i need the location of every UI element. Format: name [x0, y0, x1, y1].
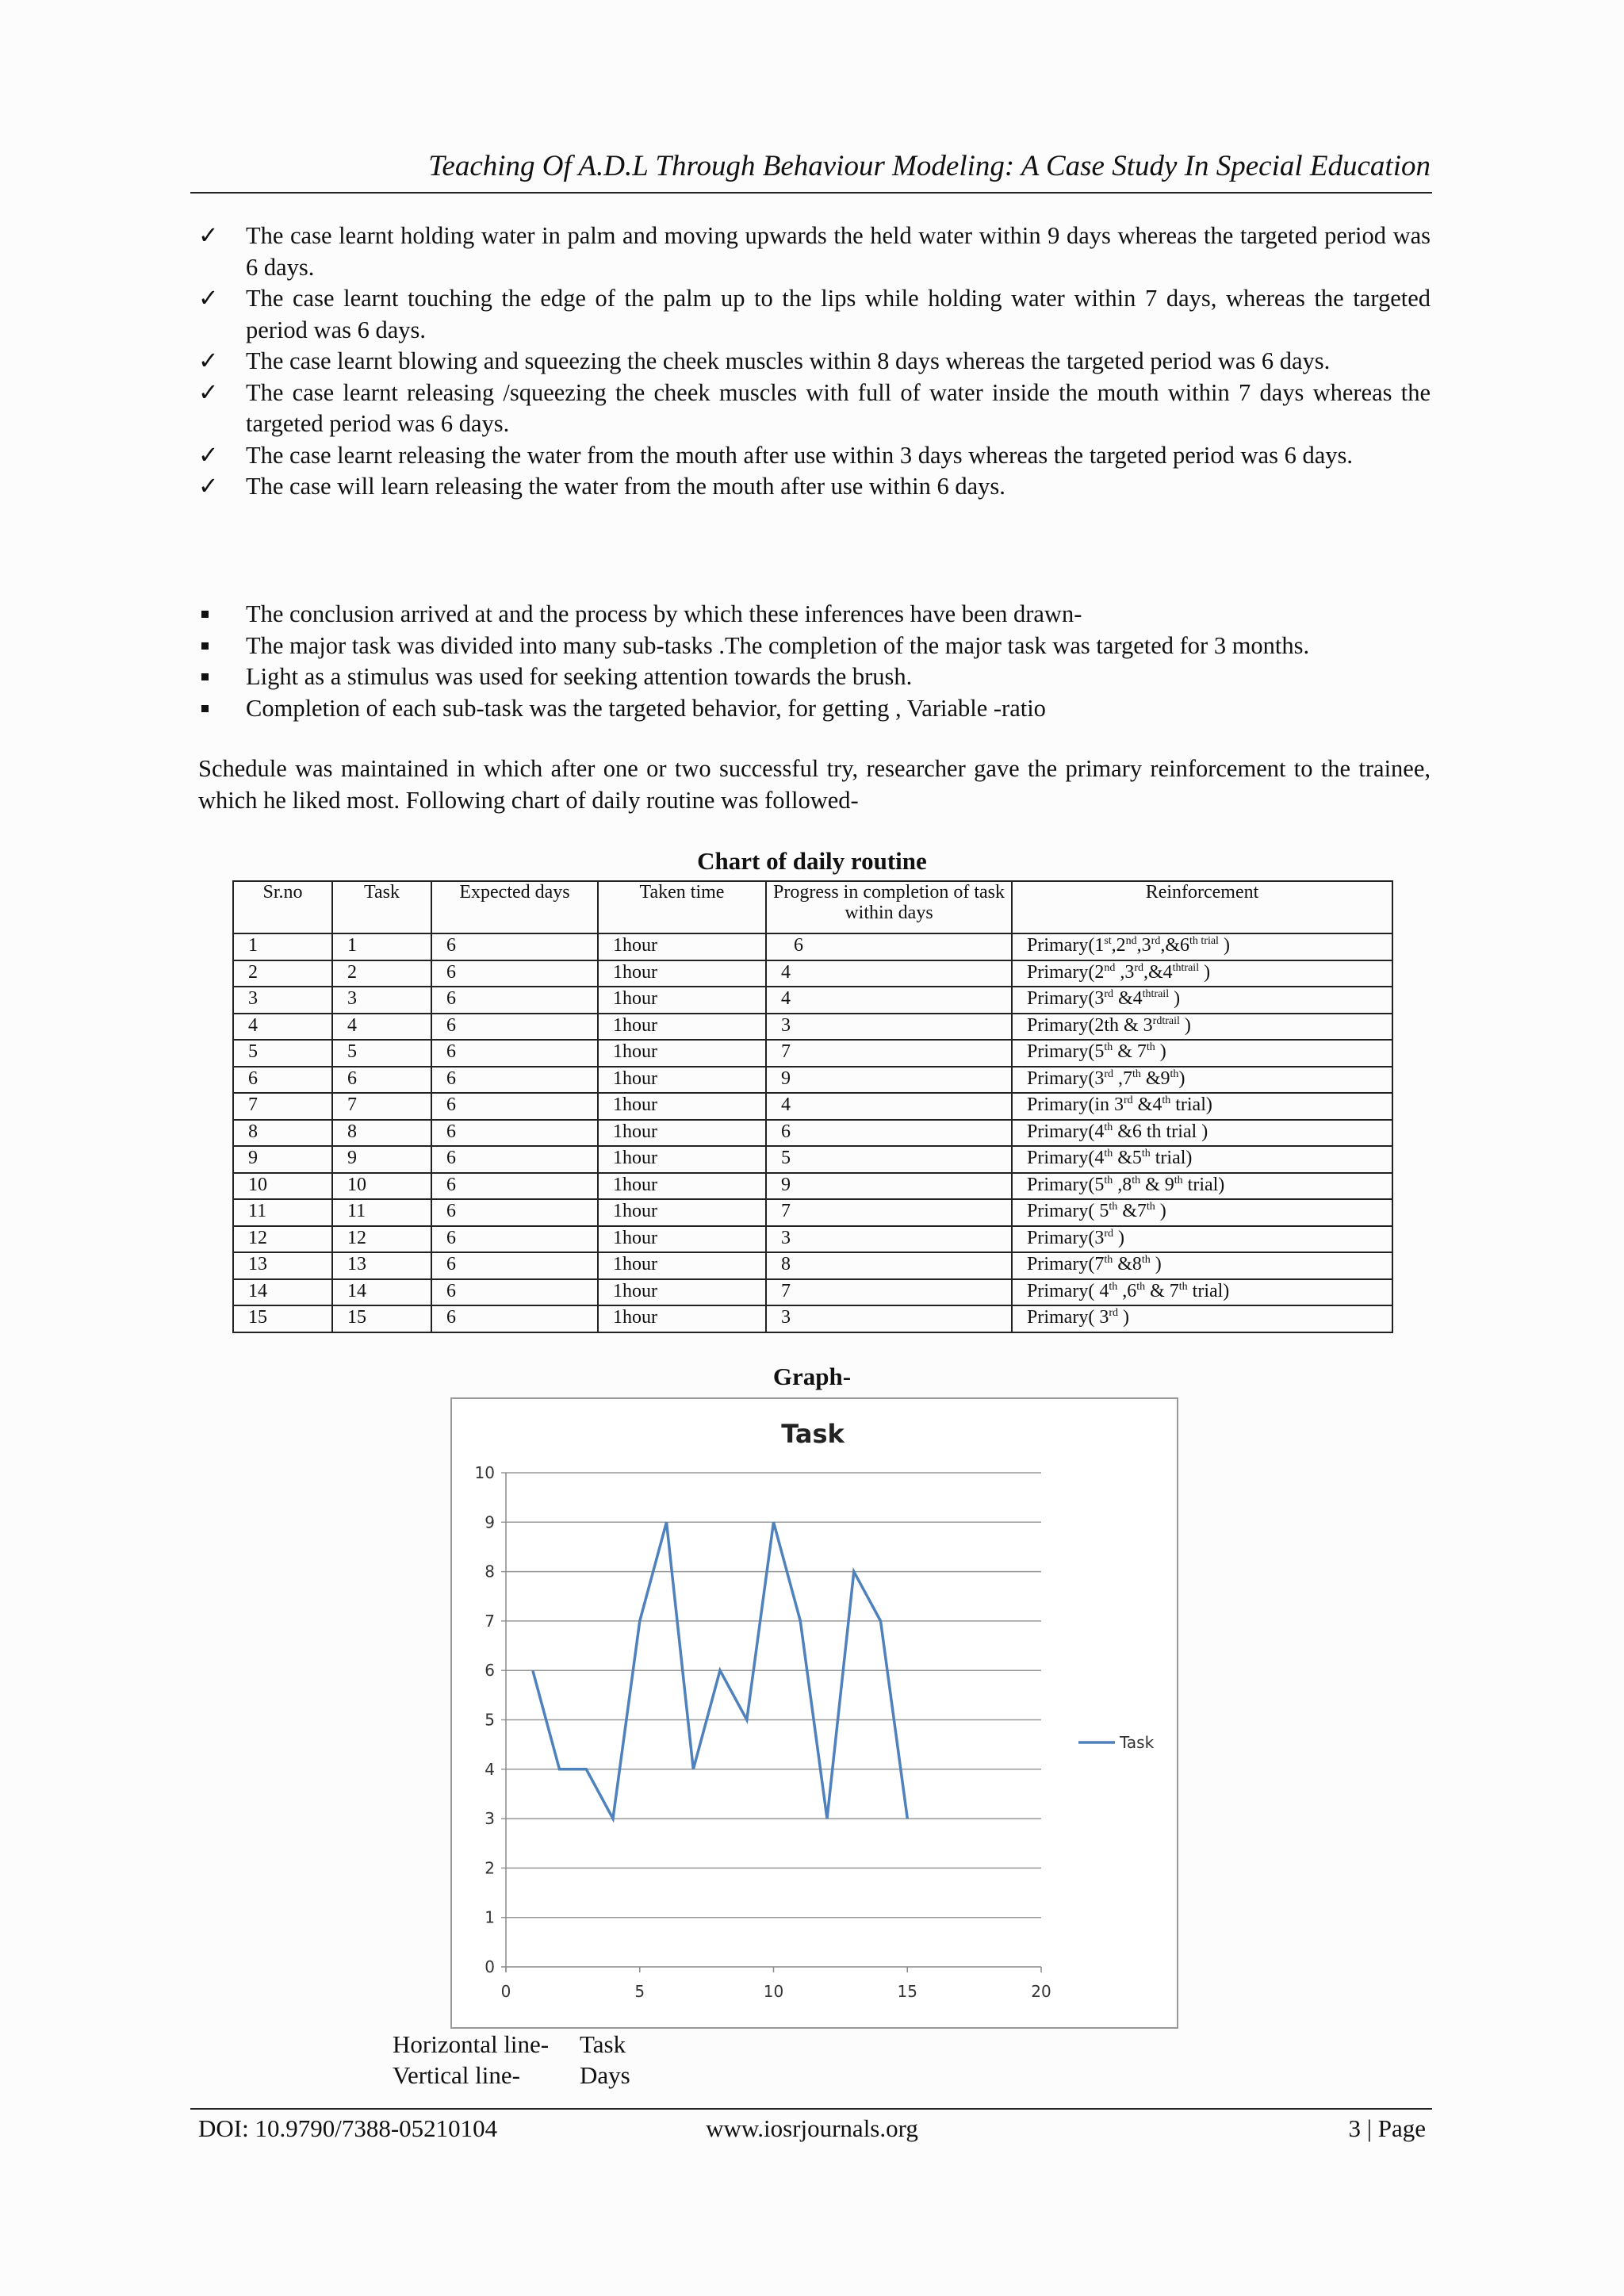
- table-row: [233, 1146, 1392, 1173]
- cell-task: 6: [332, 1067, 431, 1094]
- cell-expected: 6: [431, 1226, 598, 1253]
- vertical-axis-label: Vertical line-: [393, 2061, 520, 2089]
- y-tick-label: 3: [485, 1809, 495, 1829]
- y-tick-label: 2: [485, 1858, 495, 1878]
- bullet-list: [198, 599, 1431, 724]
- check-text: The case learnt releasing /squeezing the cheek muscles with full of water inside the mouth within 7 days whereas the targeted period was 6 days.: [246, 378, 1431, 437]
- cell-time: 1hour: [598, 933, 766, 960]
- cell-task: 7: [332, 1093, 431, 1120]
- cell-reinforcement: Primary(5th ,8th & 9th trial): [1012, 1173, 1392, 1200]
- cell-sr: 14: [233, 1279, 332, 1306]
- header-rule: [190, 192, 1432, 194]
- y-tick-label: 8: [485, 1562, 495, 1581]
- cell-expected: 6: [431, 1279, 598, 1306]
- table-row: [233, 1120, 1392, 1147]
- bullet-item: [198, 661, 1431, 693]
- cell-time: 1hour: [598, 1040, 766, 1067]
- cell-progress: 3: [766, 1226, 1012, 1253]
- x-tick-label: 5: [634, 1982, 645, 2001]
- table-row: [233, 1014, 1392, 1041]
- checkmark-icon: ✓: [198, 347, 219, 374]
- cell-task: 5: [332, 1040, 431, 1067]
- cell-progress: 5: [766, 1146, 1012, 1173]
- task-line-chart: [450, 1397, 1178, 2029]
- chart-svg: [452, 1399, 1177, 2027]
- table-row: [233, 960, 1392, 987]
- square-bullet-icon: [201, 673, 209, 680]
- bullet-text: The conclusion arrived at and the process by which these inferences have been drawn-: [246, 600, 1082, 627]
- cell-progress: 3: [766, 1014, 1012, 1041]
- check-text: The case learnt blowing and squeezing the cheek muscles within 8 days whereas the targeted period was 6 days.: [246, 347, 1331, 374]
- x-tick-label: 20: [1031, 1982, 1051, 2001]
- cell-time: 1hour: [598, 1146, 766, 1173]
- x-tick-label: 0: [500, 1982, 511, 2001]
- cell-progress: 7: [766, 1279, 1012, 1306]
- bullet-item: [198, 599, 1431, 631]
- check-text: The case learnt touching the edge of the palm up to the lips while holding water within 7 days, whereas the targeted period was 6 days.: [246, 285, 1431, 343]
- cell-reinforcement: Primary(4th &6 th trial ): [1012, 1120, 1392, 1147]
- cell-reinforcement: $Primary(1st,2nd,3rd,\&6^{th trial}$ ): [1012, 933, 1392, 960]
- y-tick-label: 1: [485, 1907, 495, 1927]
- cell-expected: 6: [431, 933, 598, 960]
- checkmark-icon: ✓: [198, 222, 219, 249]
- square-bullet-icon: [201, 642, 209, 650]
- check-text: The case will learn releasing the water from the mouth after use within 6 days.: [246, 473, 1005, 500]
- cell-sr: 15: [233, 1305, 332, 1332]
- y-tick-label: 10: [474, 1463, 495, 1482]
- cell-reinforcement: Primary( 5th &7th ): [1012, 1199, 1392, 1226]
- cell-reinforcement: Primary(7th &8th ): [1012, 1252, 1392, 1279]
- cell-sr: 9: [233, 1146, 332, 1173]
- cell-task: 2: [332, 960, 431, 987]
- cell-time: 1hour: [598, 1279, 766, 1306]
- square-bullet-icon: [201, 705, 209, 712]
- cell-sr: 8: [233, 1120, 332, 1147]
- cell-expected: 6: [431, 1093, 598, 1120]
- cell-task: 3: [332, 987, 431, 1014]
- cell-expected: 6: [431, 1252, 598, 1279]
- checkmark-icon: ✓: [198, 285, 219, 312]
- cell-expected: 6: [431, 1040, 598, 1067]
- cell-sr: 5: [233, 1040, 332, 1067]
- table-row: [233, 1226, 1392, 1253]
- cell-sr: 13: [233, 1252, 332, 1279]
- cell-task: 11: [332, 1199, 431, 1226]
- cell-task: 14: [332, 1279, 431, 1306]
- check-text: The case learnt releasing the water from the mouth after use within 3 days whereas the targeted period was 6 days.: [246, 441, 1354, 469]
- cell-task: 13: [332, 1252, 431, 1279]
- y-tick-label: 6: [485, 1661, 495, 1681]
- column-header: Task: [332, 881, 431, 933]
- x-tick-label: 15: [897, 1982, 917, 2001]
- bullet-item: [198, 693, 1431, 725]
- table-row: [233, 1199, 1392, 1226]
- cell-reinforcement: Primary(5th & 7th ): [1012, 1040, 1392, 1067]
- cell-sr: 4: [233, 1014, 332, 1041]
- cell-sr: 1: [233, 933, 332, 960]
- cell-expected: 6: [431, 1305, 598, 1332]
- check-item: [198, 220, 1431, 283]
- cell-progress: 4: [766, 987, 1012, 1014]
- cell-reinforcement: Primary(3rd ): [1012, 1226, 1392, 1253]
- check-text: The case learnt holding water in palm and moving upwards the held water within 9 days whereas the targeted period was 6 days.: [246, 222, 1431, 281]
- cell-time: 1hour: [598, 1014, 766, 1041]
- check-item: [198, 346, 1431, 378]
- y-tick-label: 7: [485, 1611, 495, 1631]
- checkmark-icon: ✓: [198, 378, 219, 406]
- cell-expected: 6: [431, 1146, 598, 1173]
- footer-site: www.iosrjournals.org: [706, 2114, 918, 2142]
- cell-sr: 3: [233, 987, 332, 1014]
- cell-time: 1hour: [598, 1226, 766, 1253]
- y-tick-label: 5: [485, 1710, 495, 1730]
- bullet-text: Light as a stimulus was used for seeking attention towards the brush.: [246, 663, 913, 690]
- cell-sr: 10: [233, 1173, 332, 1200]
- chart-title: Task: [781, 1419, 845, 1449]
- square-bullet-icon: [201, 611, 209, 618]
- cell-reinforcement: Primary(2nd $,3rd,\&4^{thtrail}$ ): [1012, 960, 1392, 987]
- cell-sr: 12: [233, 1226, 332, 1253]
- cell-sr: 6: [233, 1067, 332, 1094]
- table-header-row: [233, 881, 1392, 933]
- cell-task: 15: [332, 1305, 431, 1332]
- cell-time: 1hour: [598, 1305, 766, 1332]
- check-item: [198, 440, 1431, 472]
- cell-sr: 7: [233, 1093, 332, 1120]
- horizontal-axis-value: Task: [580, 2030, 626, 2058]
- cell-time: 1hour: [598, 1093, 766, 1120]
- cell-progress: 4: [766, 1093, 1012, 1120]
- horizontal-axis-label: Horizontal line-: [393, 2030, 550, 2058]
- cell-reinforcement: Primary(3rd $\&4^{thtrail}$ ): [1012, 987, 1392, 1014]
- cell-time: 1hour: [598, 1252, 766, 1279]
- table-row: [233, 1067, 1392, 1094]
- bullet-item: [198, 631, 1431, 662]
- table-row: [233, 1279, 1392, 1306]
- cell-reinforcement: Primary(3rd ,7th &9th): [1012, 1067, 1392, 1094]
- cell-task: 9: [332, 1146, 431, 1173]
- cell-expected: 6: [431, 960, 598, 987]
- check-item: [198, 471, 1431, 503]
- cell-progress: 7: [766, 1199, 1012, 1226]
- table-row: [233, 1093, 1392, 1120]
- cell-time: 1hour: [598, 1120, 766, 1147]
- chart-legend: [1078, 1733, 1155, 1752]
- checkmark-icon: ✓: [198, 473, 219, 500]
- bullet-text: The major task was divided into many sub-tasks .The completion of the major task was targeted for 3 months.: [246, 631, 1310, 659]
- cell-progress: 4: [766, 960, 1012, 987]
- cell-progress: 3: [766, 1305, 1012, 1332]
- cell-expected: 6: [431, 1120, 598, 1147]
- cell-progress: 8: [766, 1252, 1012, 1279]
- column-header: Sr.no: [233, 881, 332, 933]
- checkmark-icon: ✓: [198, 441, 219, 469]
- graph-heading: Graph-: [772, 1363, 852, 1390]
- table-row: [233, 1305, 1392, 1332]
- cell-progress: 9: [766, 1067, 1012, 1094]
- footer-doi: DOI: 10.9790/7388-05210104: [198, 2114, 498, 2142]
- table-row: [233, 1252, 1392, 1279]
- y-tick-label: 4: [485, 1759, 495, 1779]
- footer-rule: [190, 2108, 1432, 2110]
- table-title: Chart of daily routine: [697, 847, 927, 875]
- cell-progress: 7: [766, 1040, 1012, 1067]
- cell-expected: 6: [431, 1014, 598, 1041]
- column-header: Expected days: [431, 881, 598, 933]
- cell-time: 1hour: [598, 987, 766, 1014]
- table-row: [233, 1040, 1392, 1067]
- check-list: [198, 220, 1431, 503]
- cell-expected: 6: [431, 1173, 598, 1200]
- cell-sr: 2: [233, 960, 332, 987]
- cell-progress: 6: [766, 933, 1012, 960]
- cell-task: 4: [332, 1014, 431, 1041]
- cell-expected: 6: [431, 1199, 598, 1226]
- cell-reinforcement: Primary(2th & $3^{rdtrail}$ ): [1012, 1014, 1392, 1041]
- check-item: [198, 378, 1431, 440]
- cell-reinforcement: Primary(in 3rd &4th trial): [1012, 1093, 1392, 1120]
- vertical-axis-value: Days: [580, 2061, 630, 2089]
- daily-routine-table: [232, 880, 1393, 1333]
- table-row: [233, 987, 1392, 1014]
- x-tick-label: 10: [763, 1982, 784, 2001]
- cell-time: 1hour: [598, 960, 766, 987]
- table-row: [233, 933, 1392, 960]
- cell-time: 1hour: [598, 1067, 766, 1094]
- y-tick-label: 9: [485, 1512, 495, 1532]
- cell-progress: 9: [766, 1173, 1012, 1200]
- check-item: [198, 283, 1431, 346]
- cell-sr: 11: [233, 1199, 332, 1226]
- y-tick-label: 0: [485, 1957, 495, 1976]
- running-header: Teaching Of A.D.L Through Behaviour Modeling: A Case Study In Special Education: [428, 150, 1431, 182]
- schedule-paragraph: Schedule was maintained in which after one or two successful try, researcher gave the primary reinforcement to the trainee, which he liked most. Following chart of daily routine was followed-: [198, 755, 1431, 814]
- column-header: Progress in completion of task within days: [766, 881, 1012, 933]
- cell-reinforcement: Primary( 3rd ): [1012, 1305, 1392, 1332]
- footer-page: 3 | Page: [1348, 2114, 1426, 2142]
- table-row: [233, 1173, 1392, 1200]
- cell-task: 12: [332, 1226, 431, 1253]
- cell-reinforcement: Primary(4th &5th trial): [1012, 1146, 1392, 1173]
- cell-task: 8: [332, 1120, 431, 1147]
- column-header: Reinforcement: [1012, 881, 1392, 933]
- legend-label: Task: [1120, 1733, 1155, 1752]
- cell-expected: 6: [431, 987, 598, 1014]
- cell-task: 1: [332, 933, 431, 960]
- cell-time: 1hour: [598, 1173, 766, 1200]
- bullet-text: Completion of each sub-task was the targeted behavior, for getting , Variable -ratio: [246, 694, 1046, 722]
- cell-task: 10: [332, 1173, 431, 1200]
- column-header: Taken time: [598, 881, 766, 933]
- cell-progress: 6: [766, 1120, 1012, 1147]
- cell-time: 1hour: [598, 1199, 766, 1226]
- cell-reinforcement: Primary( 4th ,6th & 7th trial): [1012, 1279, 1392, 1306]
- cell-expected: 6: [431, 1067, 598, 1094]
